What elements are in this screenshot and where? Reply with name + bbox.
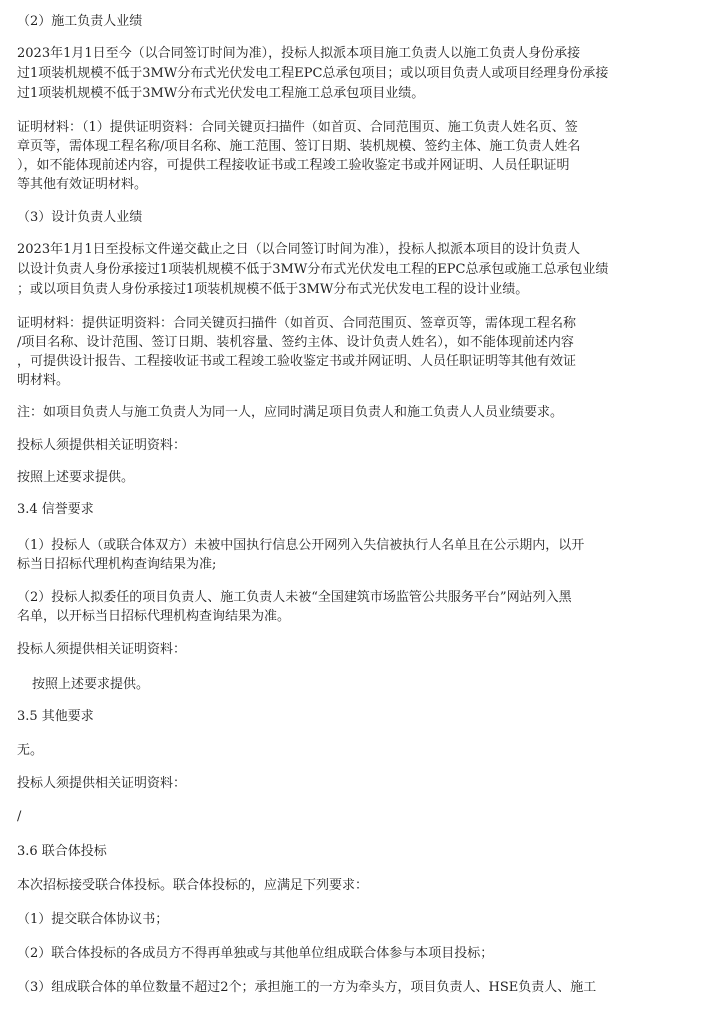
paragraph-line: 标当日招标代理机构查询结果为准; <box>17 557 217 572</box>
list-item: （1）提交联合体协议书； <box>17 912 169 927</box>
paragraph-line: 投标人须提供相关证明资料： <box>17 776 187 791</box>
paragraph-line: 证明材料：提供证明资料：合同关键页扫描件（如首页、合同范围页、签章页等，需体现工程名称 <box>17 316 577 331</box>
paragraph-line: /项目名称、设计范围、签订日期、装机容量、签约主体、设计负责人姓名），如不能体现前述内容 <box>17 335 574 350</box>
paragraph-line: （2）投标人拟委任的项目负责人、施工负责人未被“全国建筑市场监管公共服务平台”网站列入黑 <box>17 590 572 605</box>
paragraph-line: 名单，以开标当日招标代理机构查询结果为准。 <box>17 609 291 624</box>
section-heading-consortium: 3.6 联合体投标 <box>17 844 107 859</box>
paragraph-line: 投标人须提供相关证明资料： <box>17 438 187 453</box>
paragraph-line: 2023年1月1日至投标文件递交截止之日（以合同签订时间为准），投标人拟派本项目的设计负责人 <box>17 242 581 257</box>
list-item: （2）联合体投标的各成员方不得再单独或与其他单位组成联合体参与本项目投标； <box>17 946 494 961</box>
paragraph-line: 按照上述要求提供。 <box>32 677 150 692</box>
subsection-heading-design-lead: （3）设计负责人业绩 <box>17 210 143 225</box>
paragraph-line: 明材料。 <box>17 373 70 388</box>
paragraph-line: 投标人须提供相关证明资料： <box>17 642 187 657</box>
paragraph-line: 过1项装机规模不低于3MW分布式光伏发电工程EPC总承包项目；或以项目负责人或项目经理身份承接 <box>17 66 609 81</box>
note-line: 注：如项目负责人与施工负责人为同一人，应同时满足项目负责人和施工负责人人员业绩要求。 <box>17 405 564 420</box>
paragraph-line: （1）投标人（或联合体双方）未被中国执行信息公开网列入失信被执行人名单且在公示期内，以开 <box>17 538 585 553</box>
paragraph-line: 章页等，需体现工程名称/项目名称、施工范围、签订日期、装机规模、签约主体、施工负责人姓名 <box>17 139 581 154</box>
paragraph-line: 证明材料：（1）提供证明资料：合同关键页扫描件（如首页、合同范围页、施工负责人姓名页、签 <box>17 120 578 135</box>
section-heading-other: 3.5 其他要求 <box>17 709 94 724</box>
paragraph-line: ，可提供设计报告、工程接收证书或工程竣工验收鉴定书或并网证明、人员任职证明等其他有效证 <box>17 354 577 369</box>
paragraph-line: 以设计负责人身份承接过1项装机规模不低于3MW分布式光伏发电工程的EPC总承包或施工总承包业绩 <box>17 262 609 277</box>
paragraph-line: 过1项装机规模不低于3MW分布式光伏发电工程施工总承包项目业绩。 <box>17 86 425 101</box>
paragraph-line: ），如不能体现前述内容，可提供工程接收证书或工程竣工验收鉴定书或并网证明、人员任职证明 <box>17 158 570 173</box>
paragraph-line: 2023年1月1日至今（以合同签订时间为准），投标人拟派本项目施工负责人以施工负责人身份承接 <box>17 46 581 61</box>
paragraph-line: 等其他有效证明材料。 <box>17 177 148 192</box>
paragraph-line: ；或以项目负责人身份承接过1项装机规模不低于3MW分布式光伏发电工程的设计业绩。 <box>17 282 529 297</box>
section-heading-credit: 3.4 信誉要求 <box>17 502 94 517</box>
subsection-heading-construction-lead: （2）施工负责人业绩 <box>17 14 143 29</box>
paragraph-line: 按照上述要求提供。 <box>17 470 135 485</box>
paragraph-line: 无。 <box>17 743 44 758</box>
list-item: （3）组成联合体的单位数量不超过2个；承担施工的一方为牵头方，项目负责人、HSE负责人、施工 <box>17 980 597 995</box>
paragraph-line: / <box>17 809 22 824</box>
paragraph-line: 本次招标接受联合体投标。联合体投标的，应满足下列要求： <box>17 878 369 893</box>
